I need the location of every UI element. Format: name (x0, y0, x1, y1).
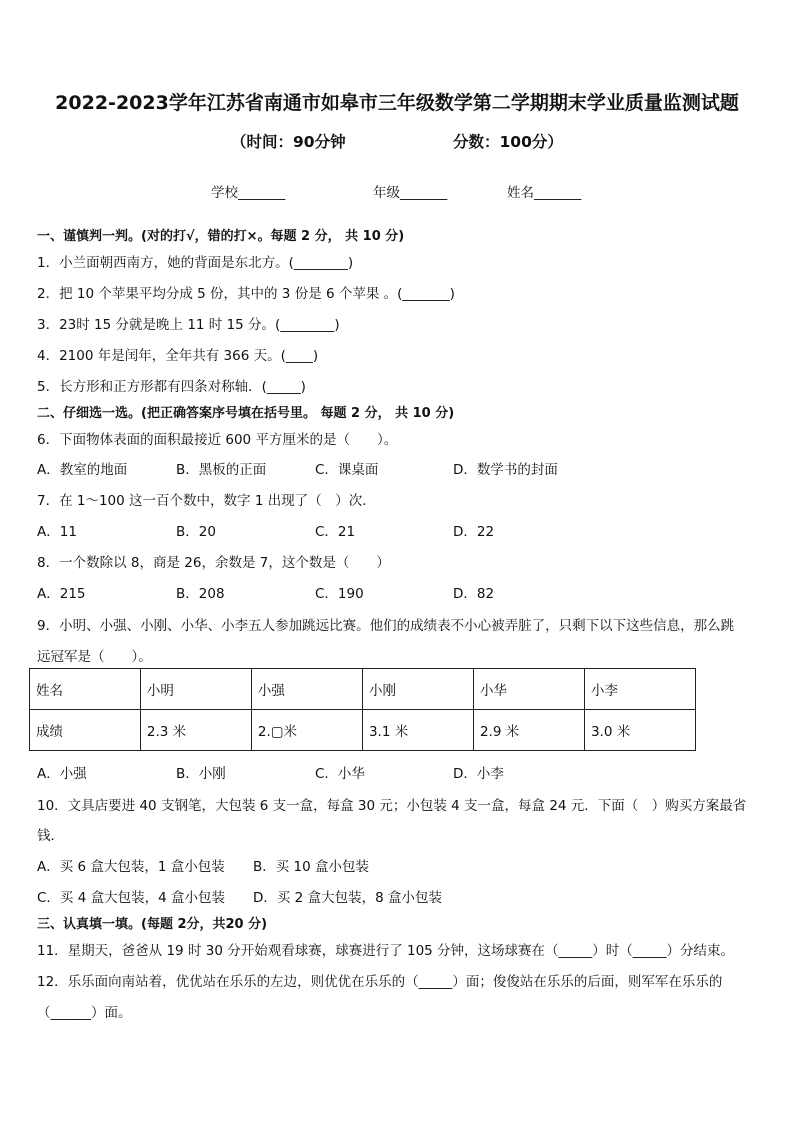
q10-option-a: A．买 6 盒大包装，1 盒小包装 (37, 859, 225, 875)
table-row (30, 710, 696, 751)
question-11: 11．星期天，爸爸从 19 时 30 分开始观看球赛，球赛进行了 105 分钟，这场球赛在（_____）时（_____）分结束。 (37, 943, 735, 959)
question-12-line-1: 12．乐乐面向南站着，优优站在乐乐的左边，则优优在乐乐的（_____）面；俊俊站在乐乐的后面，则军军在乐乐的 (37, 974, 723, 990)
q10-option-b: B．买 10 盒小包装 (253, 859, 370, 875)
q7-option-b: B．20 (176, 524, 216, 540)
q6-option-c: C．课桌面 (315, 462, 379, 478)
question-7: 7．在 1～100 这一百个数中，数字 1 出现了（ ）次． (37, 493, 376, 509)
q10-option-d: D．买 2 盒大包装，8 盒小包装 (253, 890, 442, 906)
table-cell: 小华 (473, 669, 584, 710)
q6-option-a: A．教室的地面 (37, 462, 128, 478)
grade-field: 年级_______ (373, 185, 448, 201)
q7-option-d: D．22 (453, 524, 495, 540)
page-title: 2022-2023学年江苏省南通市如皋市三年级数学第二学期期末学业质量监测试题 (55, 92, 739, 114)
exam-time: （时间：90分钟 (231, 133, 346, 151)
table-cell: 小刚 (362, 669, 473, 710)
table-cell: 2.3 米 (140, 710, 251, 751)
question-10-line-1: 10．文具店要进 40 支钢笔，大包装 6 支一盒，每盒 30 元；小包装 4 支一盒，每盒 24 元．下面（ ）购买方案最省 (37, 798, 747, 814)
q9-option-b: B．小刚 (176, 766, 226, 782)
q9-option-d: D．小李 (453, 766, 504, 782)
q8-option-c: C．190 (315, 586, 364, 602)
table-cell: 小强 (251, 669, 362, 710)
question-1: 1．小兰面朝西南方，她的背面是东北方。(________) (37, 255, 354, 271)
q6-option-b: B．黑板的正面 (176, 462, 267, 478)
question-4: 4．2100 年是闰年，全年共有 366 天。(____) (37, 348, 319, 364)
section-3-heading: 三、认真填一填。(每题 2分，共20 分) (37, 917, 268, 932)
question-3: 3．23时 15 分就是晚上 11 时 15 分。(________) (37, 317, 340, 333)
table-row (30, 669, 696, 710)
table-cell: 小李 (584, 669, 695, 710)
table-cell: 2.9 米 (473, 710, 584, 751)
q10-option-c: C．买 4 盒大包装，4 盒小包装 (37, 890, 225, 906)
q9-option-c: C．小华 (315, 766, 365, 782)
question-9-line-2: 远冠军是（ ）。 (37, 649, 152, 665)
question-5: 5．长方形和正方形都有四条对称轴．(_____) (37, 379, 306, 395)
q9-option-a: A．小强 (37, 766, 87, 782)
q6-option-d: D．数学书的封面 (453, 462, 558, 478)
school-field: 学校_______ (211, 185, 286, 201)
question-9-line-1: 9．小明、小强、小刚、小华、小李五人参加跳远比赛。他们的成绩表不小心被弄脏了，只剩下以下这些信息，那么跳 (37, 618, 735, 634)
table-cell: 3.0 米 (584, 710, 695, 751)
section-2-heading: 二、仔细选一选。(把正确答案序号填在括号里。 每题 2 分， 共 10 分) (37, 406, 455, 421)
score-table (29, 668, 696, 751)
q8-option-d: D．82 (453, 586, 495, 602)
name-field: 姓名_______ (507, 185, 582, 201)
q8-option-a: A．215 (37, 586, 86, 602)
table-cell: 3.1 米 (362, 710, 473, 751)
question-10-line-2: 钱． (37, 828, 64, 844)
question-12-line-2: （______）面。 (37, 1005, 132, 1021)
q8-option-b: B．208 (176, 586, 225, 602)
table-cell: 2.▢米 (251, 710, 362, 751)
question-6: 6．下面物体表面的面积最接近 600 平方厘米的是（ ）。 (37, 432, 398, 448)
table-cell: 小明 (140, 669, 251, 710)
q7-option-c: C．21 (315, 524, 356, 540)
question-2: 2．把 10 个苹果平均分成 5 份，其中的 3 份是 6 个苹果 。(_______) (37, 286, 455, 302)
table-cell: 成绩 (30, 710, 141, 751)
exam-score: 分数：100分） (453, 133, 563, 151)
section-1-heading: 一、谨慎判一判。(对的打√，错的打×。每题 2 分， 共 10 分) (37, 229, 405, 244)
q7-option-a: A．11 (37, 524, 77, 540)
question-8: 8．一个数除以 8，商是 26，余数是 7，这个数是（ ） (37, 555, 390, 571)
table-cell: 姓名 (30, 669, 141, 710)
